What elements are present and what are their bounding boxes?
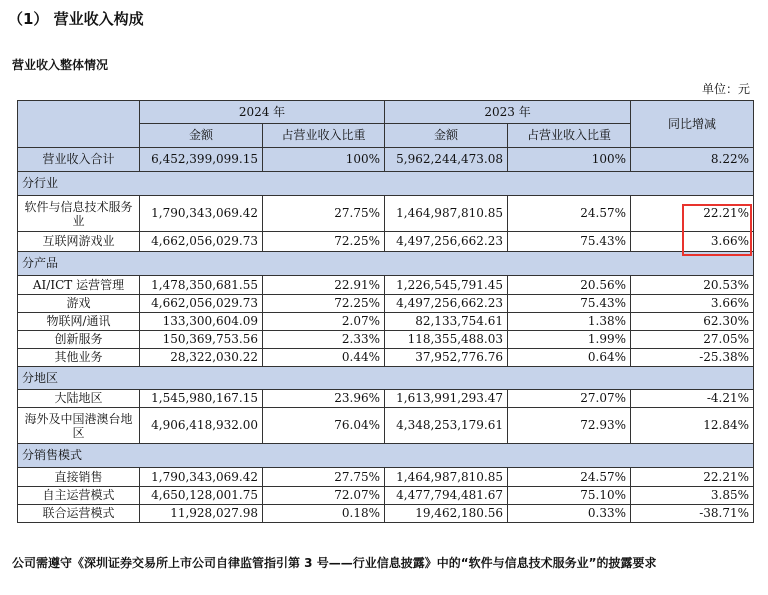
- amount-2024: 133,300,604.09: [140, 313, 263, 331]
- row-label: 直接销售: [18, 468, 140, 487]
- amount-2024: 150,369,753.56: [140, 331, 263, 349]
- table-row: [18, 232, 754, 252]
- revenue-table: [17, 100, 754, 523]
- amount-2023: 1,464,987,810.85: [385, 196, 508, 232]
- ratio-2024: 27.75%: [263, 468, 385, 487]
- subsection-heading: 营业收入整体情况: [12, 58, 109, 72]
- amount-2024: 1,790,343,069.42: [140, 468, 263, 487]
- total-yoy: 8.22%: [631, 148, 754, 172]
- amount-2024: 28,322,030.22: [140, 349, 263, 367]
- ratio-2024: 72.25%: [263, 295, 385, 313]
- amount-2023: 37,952,776.76: [385, 349, 508, 367]
- header-ratio-2024: 占营业收入比重: [263, 124, 385, 148]
- ratio-2024: 2.33%: [263, 331, 385, 349]
- row-label: 大陆地区: [18, 390, 140, 408]
- ratio-2024: 0.44%: [263, 349, 385, 367]
- yoy-change: -38.71%: [631, 505, 754, 523]
- ratio-2023: 27.07%: [508, 390, 631, 408]
- ratio-2024: 22.91%: [263, 276, 385, 295]
- table-row: [18, 505, 754, 523]
- table-row: [18, 390, 754, 408]
- header-year-2024: 2024 年: [140, 101, 385, 124]
- amount-2023: 4,477,794,481.67: [385, 487, 508, 505]
- ratio-2024: 72.07%: [263, 487, 385, 505]
- amount-2023: 4,497,256,662.23: [385, 232, 508, 252]
- ratio-2023: 75.10%: [508, 487, 631, 505]
- ratio-2023: 72.93%: [508, 408, 631, 444]
- section-title: 分产品: [18, 252, 754, 276]
- ratio-2023: 24.57%: [508, 196, 631, 232]
- ratio-2023: 1.38%: [508, 313, 631, 331]
- row-label: AI/ICT 运营管理: [18, 276, 140, 295]
- ratio-2023: 75.43%: [508, 295, 631, 313]
- amount-2023: 82,133,754.61: [385, 313, 508, 331]
- total-amount-2023: 5,962,244,473.08: [385, 148, 508, 172]
- table-row: [18, 487, 754, 505]
- amount-2024: 11,928,027.98: [140, 505, 263, 523]
- total-ratio-2023: 100%: [508, 148, 631, 172]
- total-row: [18, 148, 754, 172]
- yoy-change: 3.66%: [631, 232, 754, 252]
- amount-2024: 4,906,418,932.00: [140, 408, 263, 444]
- row-label: 联合运营模式: [18, 505, 140, 523]
- amount-2023: 4,497,256,662.23: [385, 295, 508, 313]
- section-title: 分行业: [18, 172, 754, 196]
- unit-label: 单位：元: [701, 82, 750, 96]
- row-label: 自主运营模式: [18, 487, 140, 505]
- table-row: [18, 408, 754, 444]
- amount-2023: 118,355,488.03: [385, 331, 508, 349]
- amount-2024: 4,662,056,029.73: [140, 232, 263, 252]
- table-row: [18, 276, 754, 295]
- ratio-2023: 75.43%: [508, 232, 631, 252]
- amount-2023: 1,226,545,791.45: [385, 276, 508, 295]
- row-label: 游戏: [18, 295, 140, 313]
- section-row: [18, 252, 754, 276]
- amount-2023: 4,348,253,179.61: [385, 408, 508, 444]
- header-amount-2023: 金额: [385, 124, 508, 148]
- row-label: 物联网/通讯: [18, 313, 140, 331]
- header-year-2023: 2023 年: [385, 101, 631, 124]
- yoy-change: 22.21%: [631, 468, 754, 487]
- ratio-2024: 0.18%: [263, 505, 385, 523]
- ratio-2024: 27.75%: [263, 196, 385, 232]
- ratio-2023: 20.56%: [508, 276, 631, 295]
- row-label: 其他业务: [18, 349, 140, 367]
- amount-2024: 1,478,350,681.55: [140, 276, 263, 295]
- section-title: 分销售模式: [18, 444, 754, 468]
- amount-2023: 1,464,987,810.85: [385, 468, 508, 487]
- yoy-change: 3.85%: [631, 487, 754, 505]
- ratio-2024: 72.25%: [263, 232, 385, 252]
- table-row: [18, 313, 754, 331]
- yoy-change: 22.21%: [631, 196, 754, 232]
- table-row: [18, 196, 754, 232]
- ratio-2023: 0.33%: [508, 505, 631, 523]
- header-yoy: 同比增减: [631, 101, 754, 148]
- section-row: [18, 444, 754, 468]
- row-label: 软件与信息技术服务业: [18, 196, 140, 232]
- ratio-2023: 24.57%: [508, 468, 631, 487]
- disclosure-note: 公司需遵守《深圳证券交易所上市公司自律监管指引第 3 号——行业信息披露》中的“软件与信息技术服务业”的披露要求: [12, 556, 657, 570]
- section-row: [18, 172, 754, 196]
- table-row: [18, 331, 754, 349]
- ratio-2023: 0.64%: [508, 349, 631, 367]
- section-row: [18, 367, 754, 390]
- ratio-2024: 76.04%: [263, 408, 385, 444]
- ratio-2024: 23.96%: [263, 390, 385, 408]
- header-blank: [18, 101, 140, 148]
- amount-2023: 1,613,991,293.47: [385, 390, 508, 408]
- section-title: 分地区: [18, 367, 754, 390]
- yoy-change: 12.84%: [631, 408, 754, 444]
- row-label: 海外及中国港澳台地区: [18, 408, 140, 444]
- amount-2023: 19,462,180.56: [385, 505, 508, 523]
- amount-2024: 1,545,980,167.15: [140, 390, 263, 408]
- amount-2024: 1,790,343,069.42: [140, 196, 263, 232]
- table-row: [18, 468, 754, 487]
- section-heading: （1） 营业收入构成: [8, 10, 144, 28]
- total-label: 营业收入合计: [18, 148, 140, 172]
- header-ratio-2023: 占营业收入比重: [508, 124, 631, 148]
- total-amount-2024: 6,452,399,099.15: [140, 148, 263, 172]
- yoy-change: 20.53%: [631, 276, 754, 295]
- yoy-change: -25.38%: [631, 349, 754, 367]
- ratio-2023: 1.99%: [508, 331, 631, 349]
- header-amount-2024: 金额: [140, 124, 263, 148]
- ratio-2024: 2.07%: [263, 313, 385, 331]
- table-row: [18, 295, 754, 313]
- amount-2024: 4,650,128,001.75: [140, 487, 263, 505]
- row-label: 互联网游戏业: [18, 232, 140, 252]
- amount-2024: 4,662,056,029.73: [140, 295, 263, 313]
- table-row: [18, 349, 754, 367]
- total-ratio-2024: 100%: [263, 148, 385, 172]
- yoy-change: -4.21%: [631, 390, 754, 408]
- yoy-change: 27.05%: [631, 331, 754, 349]
- yoy-change: 62.30%: [631, 313, 754, 331]
- yoy-change: 3.66%: [631, 295, 754, 313]
- row-label: 创新服务: [18, 331, 140, 349]
